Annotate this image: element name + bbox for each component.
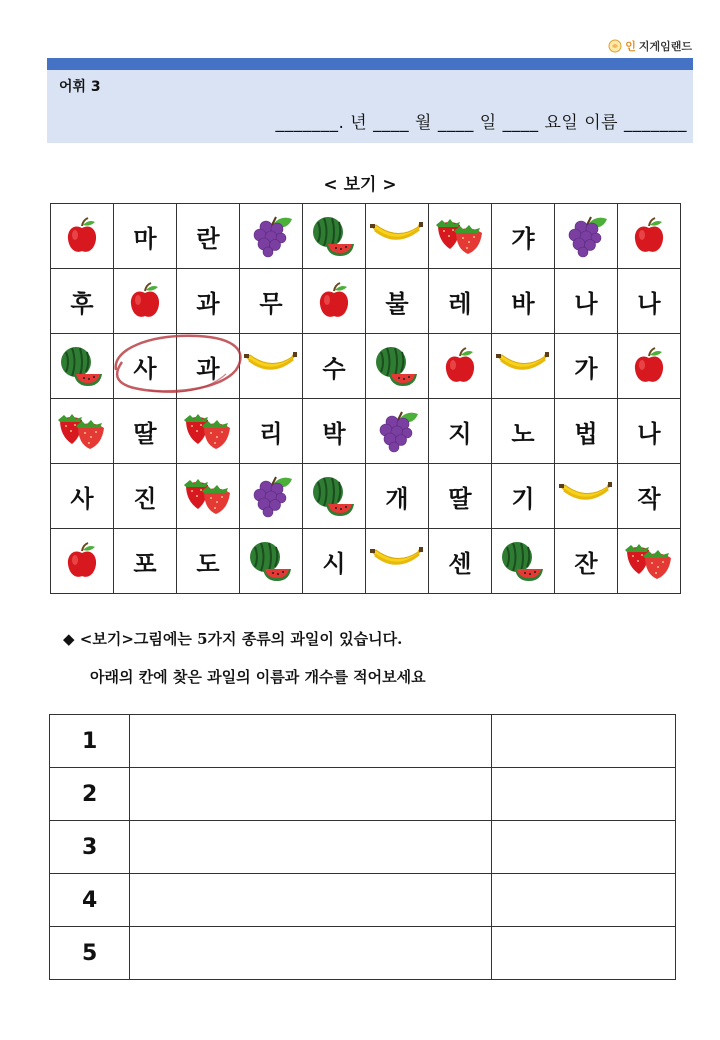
- watermelon-icon: [303, 204, 366, 269]
- banana-icon: [366, 529, 429, 594]
- worksheet-title: 어휘 3: [59, 79, 101, 95]
- grid-letter: 가: [555, 334, 618, 399]
- apple-icon: [51, 529, 114, 594]
- fruit-count-cell[interactable]: [492, 768, 676, 821]
- fruit-name-cell[interactable]: [130, 768, 492, 821]
- answer-row: [50, 874, 676, 927]
- fruit-count-cell[interactable]: [492, 927, 676, 980]
- brain-icon: [608, 39, 622, 53]
- strawberry-icon: [51, 399, 114, 464]
- banana-icon: [240, 334, 303, 399]
- brand-logo: [608, 38, 692, 54]
- answer-table: [49, 714, 676, 980]
- apple-icon: [618, 204, 681, 269]
- instruction-line-1: [63, 628, 402, 649]
- watermelon-icon: [366, 334, 429, 399]
- grid-letter: 지: [429, 399, 492, 464]
- grid-letter: 과: [177, 269, 240, 334]
- grid-letter: 나: [618, 399, 681, 464]
- answer-row: [50, 768, 676, 821]
- grid-letter: 센: [429, 529, 492, 594]
- grid-letter: 사: [51, 464, 114, 529]
- grid-letter: 바: [492, 269, 555, 334]
- example-title: < 보기 >: [323, 175, 397, 195]
- grape-icon: [555, 204, 618, 269]
- banana-icon: [555, 464, 618, 529]
- header-accent-bar: [47, 58, 693, 70]
- grid-letter: 과: [177, 334, 240, 399]
- grid-letter: 수: [303, 334, 366, 399]
- grid-row: [51, 334, 681, 399]
- apple-icon: [51, 204, 114, 269]
- watermelon-icon: [492, 529, 555, 594]
- grid-letter: 도: [177, 529, 240, 594]
- strawberry-icon: [177, 399, 240, 464]
- grid-letter: 박: [303, 399, 366, 464]
- brand-name: 지게임랜드: [638, 40, 692, 53]
- fruit-name-cell[interactable]: [130, 927, 492, 980]
- fruit-count-cell[interactable]: [492, 715, 676, 768]
- grid-letter: 레: [429, 269, 492, 334]
- grid-letter: 리: [240, 399, 303, 464]
- answer-row: [50, 927, 676, 980]
- answer-row-number: 1: [50, 715, 130, 768]
- grid-letter: 기: [492, 464, 555, 529]
- instruction-text-2: 아래의 칸에 찾은 과일의 이름과 개수를 적어보세요: [90, 668, 426, 686]
- grid-letter: 나: [618, 269, 681, 334]
- grape-icon: [240, 464, 303, 529]
- grape-icon: [366, 399, 429, 464]
- date-name-line: _______. 년 ____ 월 ____ 일 ____ 요일 이름 _______: [275, 113, 687, 133]
- apple-icon: [429, 334, 492, 399]
- instruction-text-1: <보기>그림에는 5가지 종류의 과일이 있습니다.: [79, 630, 403, 648]
- fruit-name-cell[interactable]: [130, 821, 492, 874]
- word-search-grid: [50, 203, 681, 594]
- watermelon-icon: [51, 334, 114, 399]
- watermelon-icon: [240, 529, 303, 594]
- grid-letter: 잔: [555, 529, 618, 594]
- grape-icon: [240, 204, 303, 269]
- grid-row: [51, 464, 681, 529]
- grid-row: [51, 269, 681, 334]
- fruit-name-cell[interactable]: [130, 715, 492, 768]
- strawberry-icon: [429, 204, 492, 269]
- grid-row: [51, 204, 681, 269]
- banana-icon: [492, 334, 555, 399]
- grid-letter: 딸: [429, 464, 492, 529]
- grid-letter: 갸: [492, 204, 555, 269]
- answer-row-number: 3: [50, 821, 130, 874]
- grid-letter: 노: [492, 399, 555, 464]
- strawberry-icon: [618, 529, 681, 594]
- apple-icon: [303, 269, 366, 334]
- grid-letter: 시: [303, 529, 366, 594]
- fruit-count-cell[interactable]: [492, 874, 676, 927]
- apple-icon: [114, 269, 177, 334]
- strawberry-icon: [177, 464, 240, 529]
- grid-letter: 진: [114, 464, 177, 529]
- grid-letter: 나: [555, 269, 618, 334]
- answer-row-number: 2: [50, 768, 130, 821]
- answer-row: [50, 821, 676, 874]
- fruit-name-cell[interactable]: [130, 874, 492, 927]
- watermelon-icon: [303, 464, 366, 529]
- worksheet-header: [47, 70, 693, 143]
- answer-row-number: 4: [50, 874, 130, 927]
- apple-icon: [618, 334, 681, 399]
- grid-letter: 사: [114, 334, 177, 399]
- grid-row: [51, 399, 681, 464]
- grid-letter: 불: [366, 269, 429, 334]
- grid-letter: 개: [366, 464, 429, 529]
- answer-row: [50, 715, 676, 768]
- grid-letter: 작: [618, 464, 681, 529]
- banana-icon: [366, 204, 429, 269]
- fruit-count-cell[interactable]: [492, 821, 676, 874]
- answer-row-number: 5: [50, 927, 130, 980]
- grid-letter: 법: [555, 399, 618, 464]
- diamond-bullet-icon: ◆: [63, 630, 75, 648]
- grid-letter: 후: [51, 269, 114, 334]
- grid-row: [51, 529, 681, 594]
- brand-name-highlight: 인: [625, 40, 636, 53]
- grid-letter: 포: [114, 529, 177, 594]
- grid-letter: 마: [114, 204, 177, 269]
- grid-letter: 무: [240, 269, 303, 334]
- grid-letter: 딸: [114, 399, 177, 464]
- grid-letter: 란: [177, 204, 240, 269]
